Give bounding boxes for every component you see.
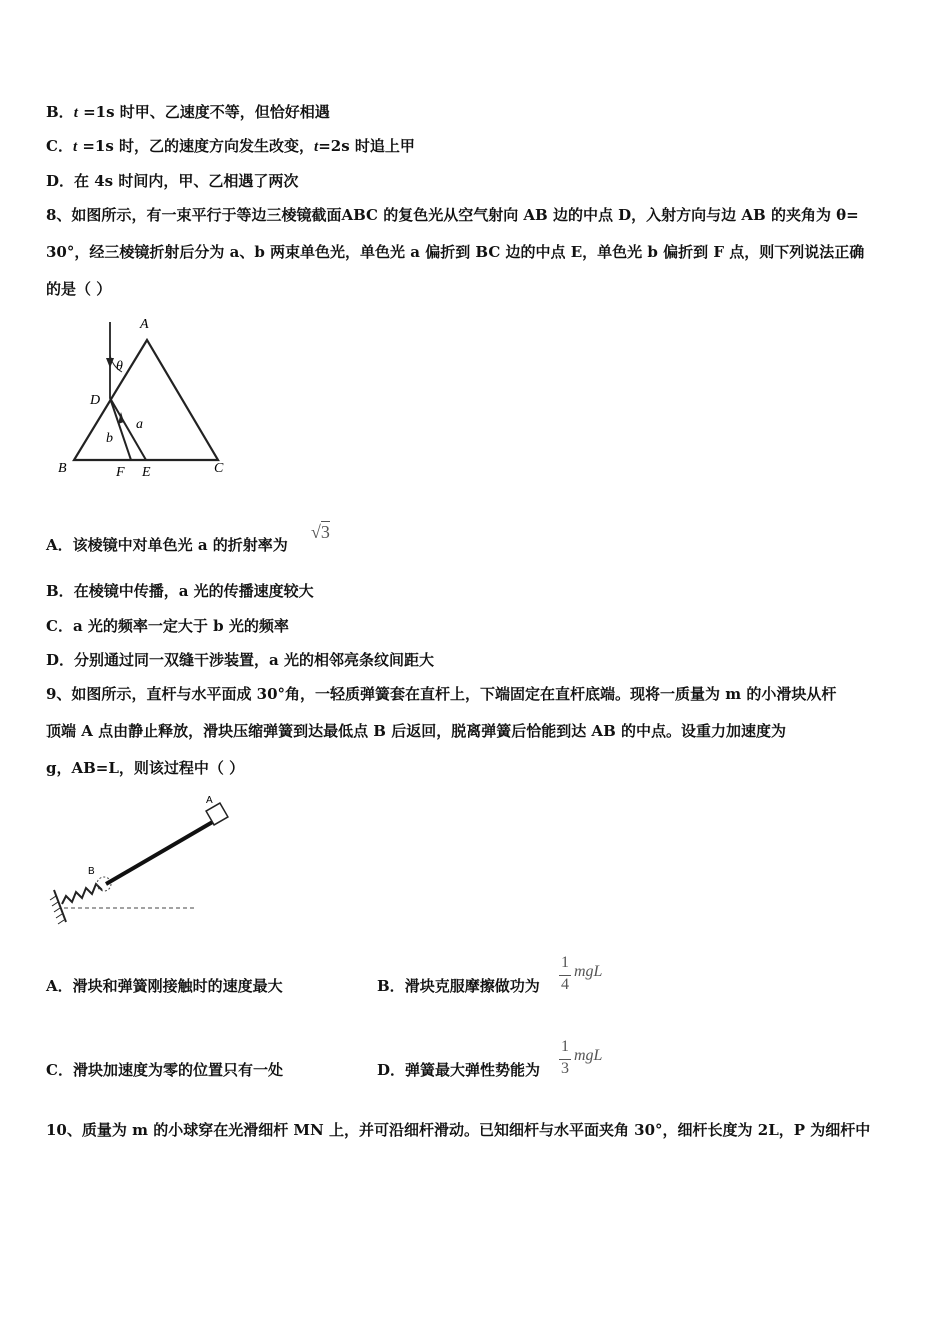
q8-option-a: A．该棱镜中对单色光 a 的折射率为 bbox=[46, 536, 288, 554]
label-a: a bbox=[136, 417, 143, 432]
q8-option-b: B．在棱镜中传播，a 光的传播速度较大 bbox=[46, 582, 314, 600]
rod bbox=[106, 820, 216, 884]
q9-stem-line3: g，AB=L，则该过程中（ ） bbox=[46, 759, 245, 777]
q8-stem-line3: 的是（ ） bbox=[46, 280, 112, 298]
label-B: B bbox=[58, 461, 67, 476]
sqrt3-expression: √3 bbox=[311, 522, 330, 542]
label-F: F bbox=[116, 465, 125, 480]
q9-option-b: B．滑块克服摩擦做功为 bbox=[377, 977, 540, 995]
q9-stem-line1: 9、如图所示，直杆与水平面成 30°角，一轻质弹簧套在直杆上，下端固定在直杆底端。现将一质量为 m 的小滑块从杆 bbox=[46, 685, 837, 703]
prism-diagram bbox=[50, 312, 250, 482]
label-b: b bbox=[106, 431, 113, 446]
label-B: B bbox=[88, 866, 95, 877]
q7-option-c: C．t =1s 时，乙的速度方向发生改变，t=2s 时追上甲 bbox=[46, 137, 415, 155]
label-D: D bbox=[90, 393, 101, 408]
q8-option-c: C．a 光的频率一定大于 b 光的频率 bbox=[46, 617, 289, 635]
q10-stem-line1: 10、质量为 m 的小球穿在光滑细杆 MN 上，并可沿细杆滑动。已知细杆与水平面夹角 30°，细杆长度为 2L，P 为细杆中 bbox=[46, 1121, 871, 1139]
ground-wall bbox=[54, 890, 66, 922]
q8-option-d: D．分别通过同一双缝干涉装置，a 光的相邻亮条纹间距大 bbox=[46, 651, 434, 669]
label-A: A bbox=[206, 795, 213, 806]
q7-option-d: D．在 4s 时间内，甲、乙相遇了两次 bbox=[46, 172, 299, 190]
q8-stem-line2: 30°，经三棱镜折射后分为 a、b 两束单色光，单色光 a 偏折到 BC 边的中点 E，单色光 b 偏折到 F 点，则下列说法正确 bbox=[46, 243, 865, 261]
spring bbox=[62, 884, 102, 904]
q7-option-b: B．t =1s 时甲、乙速度不等，但恰好相遇 bbox=[46, 103, 330, 121]
rod-spring-diagram bbox=[44, 792, 234, 927]
label-C: C bbox=[214, 461, 224, 476]
label-theta: θ bbox=[116, 359, 123, 374]
q9-option-d: D．弹簧最大弹性势能为 bbox=[377, 1061, 541, 1079]
q9-option-c: C．滑块加速度为零的位置只有一处 bbox=[46, 1061, 283, 1079]
q9-option-a: A．滑块和弹簧刚接触时的速度最大 bbox=[46, 977, 283, 995]
label-A: A bbox=[140, 317, 149, 332]
q9-stem-line2: 顶端 A 点由静止释放，滑块压缩弹簧到达最低点 B 后返回，脱离弹簧后恰能到达 AB 的中点。设重力加速度为 bbox=[46, 722, 786, 740]
label-E: E bbox=[142, 465, 151, 480]
q8-stem-line1: 8、如图所示，有一束平行于等边三棱镜截面ABC 的复色光从空气射向 AB 边的中点 D，入射方向与边 AB 的夹角为 θ= bbox=[46, 206, 859, 224]
